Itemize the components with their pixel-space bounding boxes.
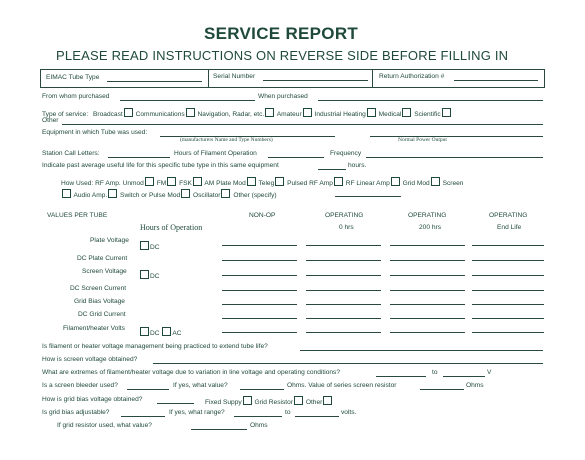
opt-communications: Communications: [135, 111, 185, 118]
value-field[interactable]: [472, 290, 544, 291]
value-field[interactable]: [390, 304, 465, 305]
use-rf-linear: RF Linear Amp: [345, 180, 390, 187]
value-field[interactable]: [306, 290, 381, 291]
q5-field[interactable]: [157, 403, 194, 404]
box-divider: [208, 70, 209, 87]
q-filament-mgmt: Is filament or heater voltage management being practiced to extend tube life?: [42, 343, 268, 350]
power-caption: Normal Power Output: [398, 137, 447, 143]
value-field[interactable]: [306, 260, 381, 261]
q6-field[interactable]: [121, 416, 165, 417]
tube-type-label: EIMAC Tube Type: [46, 74, 100, 81]
frequency-field[interactable]: [366, 157, 543, 158]
value-field[interactable]: [306, 304, 381, 305]
q2-field[interactable]: [153, 363, 543, 364]
q-screen-voltage: How is screen voltage obtained?: [42, 356, 138, 363]
row-plate-voltage: Plate Voltage: [90, 237, 129, 244]
life-hours-field[interactable]: [318, 169, 346, 170]
value-field[interactable]: [472, 318, 544, 319]
dc-ac-options: [139, 327, 182, 338]
row-screen-voltage: Screen Voltage: [82, 268, 127, 275]
manufacturer-caption: (manufacturers Name and Type Numbers): [180, 137, 273, 143]
how-used-label: How Used:: [61, 180, 94, 187]
value-field[interactable]: [222, 332, 297, 333]
other-field[interactable]: [62, 124, 543, 125]
checkbox-fixed-supply[interactable]: [243, 396, 252, 405]
checkbox-dc[interactable]: [140, 327, 149, 336]
col-operating-3: OPERATING: [489, 212, 528, 219]
use-screen: Screen: [442, 180, 464, 187]
value-field[interactable]: [390, 245, 465, 246]
q3-v: V: [487, 369, 492, 376]
checkbox-q5-other[interactable]: [323, 396, 332, 405]
value-field[interactable]: [472, 245, 544, 246]
col-non-op: NON-OP: [249, 212, 276, 219]
when-field[interactable]: [318, 100, 543, 101]
q5-other-label: Other: [305, 399, 323, 406]
q6-volts: volts.: [341, 409, 357, 416]
col-operating-2: OPERATING: [408, 212, 447, 219]
return-auth-label: Return Authorization #: [379, 73, 445, 80]
sub-end-life: End Life: [497, 224, 522, 231]
opt-navigation: Navigation, Radar, etc.: [197, 111, 265, 118]
q-grid-resistor: If grid resistor used, what value?: [57, 422, 152, 429]
sub-0-hrs: 0 hrs: [339, 224, 354, 231]
value-field[interactable]: [222, 275, 297, 276]
row-dc-screen-current: DC Screen Current: [70, 285, 127, 292]
other-specify-field[interactable]: [335, 196, 401, 197]
checkbox-teleg[interactable]: [275, 177, 284, 186]
ac-label: AC: [172, 330, 182, 337]
checkbox-broadcast[interactable]: [124, 108, 133, 117]
checkbox-audio-amp[interactable]: [108, 189, 117, 198]
value-field[interactable]: [390, 275, 465, 276]
q6-range-label: If yes, what range?: [169, 409, 225, 416]
serial-field[interactable]: [263, 80, 368, 81]
col-operating-1: OPERATING: [325, 212, 364, 219]
opt-amateur: Amateur: [276, 111, 302, 118]
checkbox-ac[interactable]: [162, 327, 171, 336]
dc-option: [139, 270, 160, 281]
value-field[interactable]: [472, 332, 544, 333]
checkbox-amateur[interactable]: [303, 108, 312, 117]
page-subtitle: PLEASE READ INSTRUCTIONS ON REVERSE SIDE BEFORE FILLING IN: [56, 48, 509, 63]
values-label: VALUES PER TUBE: [47, 212, 108, 219]
q3-to-field[interactable]: [443, 376, 485, 377]
type-service-row: [42, 108, 452, 119]
q3-from-field[interactable]: [376, 376, 426, 377]
q1-field[interactable]: [300, 350, 543, 351]
value-field[interactable]: [306, 332, 381, 333]
use-am-plate: AM Plate Mod: [204, 180, 246, 187]
q7-ohms: Ohms: [250, 422, 268, 429]
grid-resistor-label: Grid Resistor: [254, 399, 293, 406]
checkbox-pulsed-rf[interactable]: [334, 177, 343, 186]
from-whom-field[interactable]: [120, 100, 255, 101]
value-field[interactable]: [222, 245, 297, 246]
hours-unit: hours.: [348, 162, 367, 169]
q6-to: to: [285, 409, 291, 416]
q6-range-to-field[interactable]: [295, 416, 339, 417]
row-grid-bias-voltage: Grid Bias Voltage: [74, 298, 125, 305]
use-teleg: Teleg: [258, 180, 275, 187]
q4-resistor-label: Ohms. Value of series screen resistor: [287, 382, 397, 389]
q4-ohms: Ohms: [466, 382, 484, 389]
use-audio-amp: Audio Amp.: [73, 192, 108, 199]
use-rf-amp: RF Amp. Unmod: [95, 180, 144, 187]
from-whom-label: From whom purchased: [42, 93, 110, 100]
opt-medical: Medical: [378, 111, 402, 118]
type-service-label: Type of service:: [42, 111, 89, 118]
page-title: SERVICE REPORT: [204, 24, 359, 43]
q4-value-label: If yes, what value?: [173, 382, 228, 389]
value-field[interactable]: [306, 318, 381, 319]
opt-broadcast: Broadcast: [93, 111, 123, 118]
checkbox-oscillator[interactable]: [221, 189, 230, 198]
checkbox-dc[interactable]: [140, 270, 149, 279]
when-label: When purchased: [258, 93, 308, 100]
value-field[interactable]: [390, 318, 465, 319]
checkbox-rf-amp[interactable]: [145, 177, 154, 186]
checkbox-medical[interactable]: [402, 108, 411, 117]
checkbox-scientific[interactable]: [442, 108, 451, 117]
value-field[interactable]: [222, 304, 297, 305]
frequency-label: Frequency: [330, 150, 362, 157]
tube-type-field[interactable]: [107, 81, 202, 82]
equipment-label: Equipment in which Tube was used:: [42, 129, 148, 136]
hours-operation-label: Hours of Operation: [140, 223, 203, 232]
row-dc-grid-current: DC Grid Current: [78, 311, 126, 318]
opt-industrial: Industrial Heating: [314, 111, 366, 118]
dc-option: [139, 241, 160, 252]
other-label: Other: [42, 117, 59, 124]
use-switch-pulse: Switch or Pulse Mod: [120, 192, 181, 199]
opt-scientific: Scientific: [414, 111, 441, 118]
checkbox-screen[interactable]: [62, 189, 71, 198]
q4-field[interactable]: [127, 389, 169, 390]
checkbox-industrial[interactable]: [367, 108, 376, 117]
checkbox-dc[interactable]: [140, 241, 149, 250]
station-field[interactable]: [108, 157, 170, 158]
dc-label: DC: [150, 273, 160, 280]
q7-field[interactable]: [191, 429, 247, 430]
checkbox-fsk[interactable]: [193, 177, 202, 186]
row-filament-volts: Filament/heater Volts: [63, 325, 125, 332]
use-other: Other (specify): [233, 192, 277, 199]
q-extremes: What are extremes of filament/heater voltage due to variation in line voltage and operating conditions?: [42, 369, 340, 376]
how-used-row2: [61, 189, 277, 200]
box-divider: [372, 70, 373, 87]
use-grid-mod: Grid Mod: [402, 180, 430, 187]
checkbox-grid-mod[interactable]: [431, 177, 440, 186]
checkbox-grid-resistor[interactable]: [294, 396, 303, 405]
checkbox-navigation[interactable]: [265, 108, 274, 117]
serial-label: Serial Number: [213, 73, 256, 80]
use-pulsed-rf: Pulsed RF Amp: [287, 180, 333, 187]
use-fm: FM: [156, 180, 167, 187]
fixed-supply-label: Fixed Suppy: [205, 399, 242, 406]
use-oscillator: Oscillator: [193, 192, 221, 199]
value-field[interactable]: [222, 318, 297, 319]
indicate-text: Indicate past average useful life for this specific tube type in this same equipment: [42, 162, 279, 169]
q6-range-from-field[interactable]: [234, 416, 282, 417]
value-field[interactable]: [306, 275, 381, 276]
value-field[interactable]: [390, 290, 465, 291]
dc-label: DC: [150, 330, 160, 337]
value-field[interactable]: [222, 260, 297, 261]
header-box: [40, 69, 545, 88]
q4-value-field[interactable]: [240, 389, 284, 390]
sub-200-hrs: 200 hrs: [419, 224, 441, 231]
q5-label: How is grid bias voltage obtained?: [42, 396, 143, 403]
value-field[interactable]: [472, 304, 544, 305]
checkbox-switch-pulse[interactable]: [181, 189, 190, 198]
power-field[interactable]: [370, 136, 543, 137]
use-fsk: FSK: [179, 180, 192, 187]
value-field[interactable]: [472, 275, 544, 276]
hours-label: Hours of Filament Operation: [174, 150, 257, 157]
how-used-row: [61, 177, 463, 188]
q-bleeder: Is a screen bleeder used?: [42, 382, 118, 389]
return-auth-field[interactable]: [454, 80, 538, 81]
q-bias-adjustable: Is grid bias adjustable?: [42, 409, 110, 416]
station-label: Station Call Letters:: [42, 150, 100, 157]
value-field[interactable]: [306, 245, 381, 246]
checkbox-rf-linear[interactable]: [391, 177, 400, 186]
value-field[interactable]: [472, 260, 544, 261]
checkbox-am-plate[interactable]: [247, 177, 256, 186]
q-grid-bias: [42, 396, 142, 404]
q4-resistor-field[interactable]: [420, 389, 464, 390]
value-field[interactable]: [390, 260, 465, 261]
checkbox-communications[interactable]: [186, 108, 195, 117]
value-field[interactable]: [222, 290, 297, 291]
dc-label: DC: [150, 244, 160, 251]
hours-field[interactable]: [268, 157, 324, 158]
checkbox-fm[interactable]: [167, 177, 176, 186]
q5-options: [205, 396, 333, 407]
row-dc-plate-current: DC Plate Current: [77, 255, 128, 262]
value-field[interactable]: [390, 332, 465, 333]
q3-to: to: [432, 369, 438, 376]
